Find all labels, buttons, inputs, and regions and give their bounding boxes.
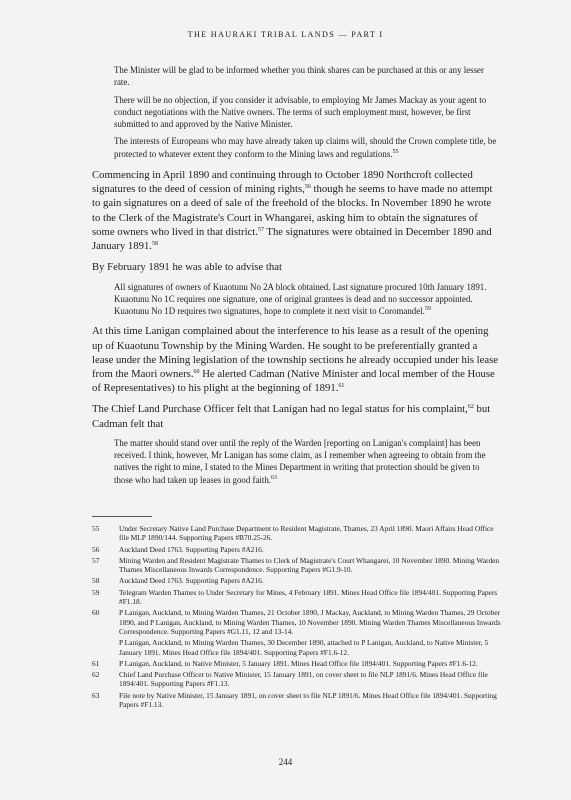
footnote-number: 63 bbox=[92, 690, 100, 700]
footnote-ref[interactable]: 61 bbox=[338, 383, 345, 390]
footnote-number: 62 bbox=[92, 670, 100, 680]
paragraph bbox=[92, 402, 500, 430]
paragraph bbox=[92, 324, 500, 395]
paragraph-text: At this time Lanigan complained about the interference to his lease as a result of the opening up of Kuaotunu Township by the Mining Warden. He sought to be preferentially granted a lease under the Mining legislation of the township sections he already occupied under his lease from the Maori owners. bbox=[92, 325, 499, 380]
footnote bbox=[92, 576, 504, 585]
footnote-number: 61 bbox=[92, 658, 100, 668]
footnote-text: P Lanigan, Auckland, to Native Minister, 5 January 1891. Mines Head Office file 1894/401. Supporting Papers #F1.6-12. bbox=[119, 658, 478, 668]
footnote-number: 55 bbox=[92, 524, 100, 533]
footnote-number: 58 bbox=[92, 576, 100, 586]
footnote bbox=[92, 608, 504, 636]
quote-text: All signatures of owners of Kuaotunu No 2A block obtained. Last signature procured 10th January 1891. Kuaotunu No 1C requires one signature, one of original grantees is dead and no successor appointed. Kuaotunu No 1D requires two signatures, hope to complete it next visit to Coromandel. bbox=[114, 281, 487, 317]
page-number: 244 bbox=[278, 757, 293, 767]
paragraph bbox=[92, 168, 500, 253]
footnote bbox=[92, 556, 504, 575]
footnote-text: Auckland Deed 1763. Supporting Papers #A216. bbox=[119, 576, 264, 586]
paragraph-text: The Chief Land Purchase Officer felt that Lanigan had no legal status for his complaint, bbox=[92, 403, 468, 416]
footnote-text: Auckland Deed 1763. Supporting Papers #A216. bbox=[119, 544, 264, 554]
paragraph-text: but Cadman felt that bbox=[92, 403, 491, 430]
footnote-ref[interactable]: 62 bbox=[467, 404, 474, 411]
block-quote-1 bbox=[114, 64, 500, 160]
paragraph-text: though he seems to have made no attempt to gain signatures on a deed of sale of the freehold of the blocks. In November 1890 he wrote to the Clerk of the Magistrate's Court in Whangarei, asking him to obtain the signatures of some owners who lived in that district. bbox=[92, 183, 493, 238]
footnote bbox=[92, 545, 504, 554]
footnote-text: File note by Native Minister, 15 January 1891, on cover sheet to file NLP 1891/6. Mines Head Office file 1894/401. Supporting Papers #F1.13. bbox=[119, 690, 497, 710]
paragraph-text: The signatures were obtained in December 1890 and January 1891. bbox=[92, 225, 492, 253]
footnotes bbox=[92, 524, 504, 711]
footnote-number: 60 bbox=[92, 608, 100, 618]
running-head: THE HAURAKI TRIBAL LANDS — PART I bbox=[187, 30, 384, 39]
footnote-text: Under Secretary Native Land Purchase Department to Resident Magistrate, Thames, 23 April 1890. Maori Affairs Head Office file MLP 1890/144. Supporting Papers #B70.25-26. bbox=[119, 524, 494, 543]
footnote bbox=[92, 670, 504, 689]
block-quote-2 bbox=[114, 281, 500, 318]
footnote-ref[interactable]: 58 bbox=[151, 241, 158, 248]
quote-paragraph: The Minister will be glad to be informed whether you think shares can be purchased at this or any lesser rate. bbox=[114, 65, 484, 88]
footnote-text: Mining Warden and Resident Magistrate Thames to Clerk of Magistrate's Court Whangarei, 10 November 1890. Mining Warden Thames Miscellaneous Inwards Correspondence. Supporting Papers #G1.9-10. bbox=[119, 555, 500, 575]
footnote-text: P Lanigan, Auckland, to Mining Warden Thames, 21 October 1890, J Mackay, Auckland, to Mining Warden Thames, 29 October 1890, and P Lanigan, Auckland, to Mining Warden Thames, 10 November 1890. Mining Warden Thames Miscellaneous Inwards Correspondence. Supporting Papers #G1.11, 12 and 13-14. bbox=[119, 608, 501, 636]
quote-paragraph bbox=[114, 281, 500, 318]
paragraph: By February 1891 he was able to advise that bbox=[92, 261, 282, 274]
paragraph-text: He alerted Cadman (Native Minister and local member of the House of Representatives) to his plight at the beginning of 1891. bbox=[92, 368, 495, 395]
footnote-number: 56 bbox=[92, 544, 100, 554]
footnote-ref[interactable]: 55 bbox=[392, 148, 399, 155]
footnote bbox=[92, 691, 504, 710]
footnote-text: Chief Land Purchase Officer to Native Minister, 15 January 1891, on cover sheet to file NLP 1891/6. Mines Head Office file 1894/401. Supporting Papers #F1.13. bbox=[119, 670, 488, 689]
quote-paragraph bbox=[114, 437, 500, 486]
footnote-number: 59 bbox=[92, 587, 100, 597]
footnote bbox=[92, 524, 504, 543]
footnote bbox=[92, 659, 504, 668]
footnote-ref[interactable]: 63 bbox=[271, 474, 278, 481]
quote-text: The interests of Europeans who may have already taken up claims will, should the Crown complete title, be protected to whatever extent they conform to the Mining laws and regulations. bbox=[114, 136, 497, 159]
quote-paragraph: There will be no objection, if you consider it advisable, to employing Mr James Mackay as your agent to conduct negotiations with the Native owners. The terms of such employment must, however, be first submitted to and approved by the Native Minister. bbox=[114, 94, 487, 130]
body-text bbox=[92, 64, 500, 491]
footnote-ref[interactable]: 60 bbox=[193, 369, 200, 375]
paragraph-text: Commencing in April 1890 and continuing through to October 1890 Northcroft collected signatures to the deed of cession of mining rights, bbox=[92, 169, 473, 196]
footnote-number: 57 bbox=[92, 555, 100, 565]
quote-text: The matter should stand over until the reply of the Warden [reporting on Lanigan's complaint] has been received. I think, however, Mr Lanigan has some claim, as I remember when agreeing to obtain from the natives the right to mine, I stated to the Mines Department in writing that protection should be given to those who had taken up leases in good faith. bbox=[114, 437, 486, 485]
footnote-divider bbox=[92, 516, 152, 517]
footnote-text: P Lanigan, Auckland, to Mining Warden Thames, 30 December 1890, attached to P Lanigan, Auckland, to Native Minister, 5 January 1891. Mines Head Office file 1894/401. Supporting Papers #F1.6-12. bbox=[119, 638, 489, 657]
footnote bbox=[92, 588, 504, 607]
footnote-text: Telegram Warden Thames to Under Secretary for Mines, 4 February 1891. Mines Head Office file 1894/401. Supporting Papers #F1.18. bbox=[119, 587, 498, 607]
footnote-ref[interactable]: 57 bbox=[257, 226, 264, 233]
block-quote-3 bbox=[114, 437, 500, 486]
footnote-ref[interactable]: 59 bbox=[424, 306, 431, 313]
footnote-ref[interactable]: 56 bbox=[304, 184, 311, 191]
footnote-continuation bbox=[92, 638, 504, 657]
quote-paragraph bbox=[114, 135, 500, 160]
